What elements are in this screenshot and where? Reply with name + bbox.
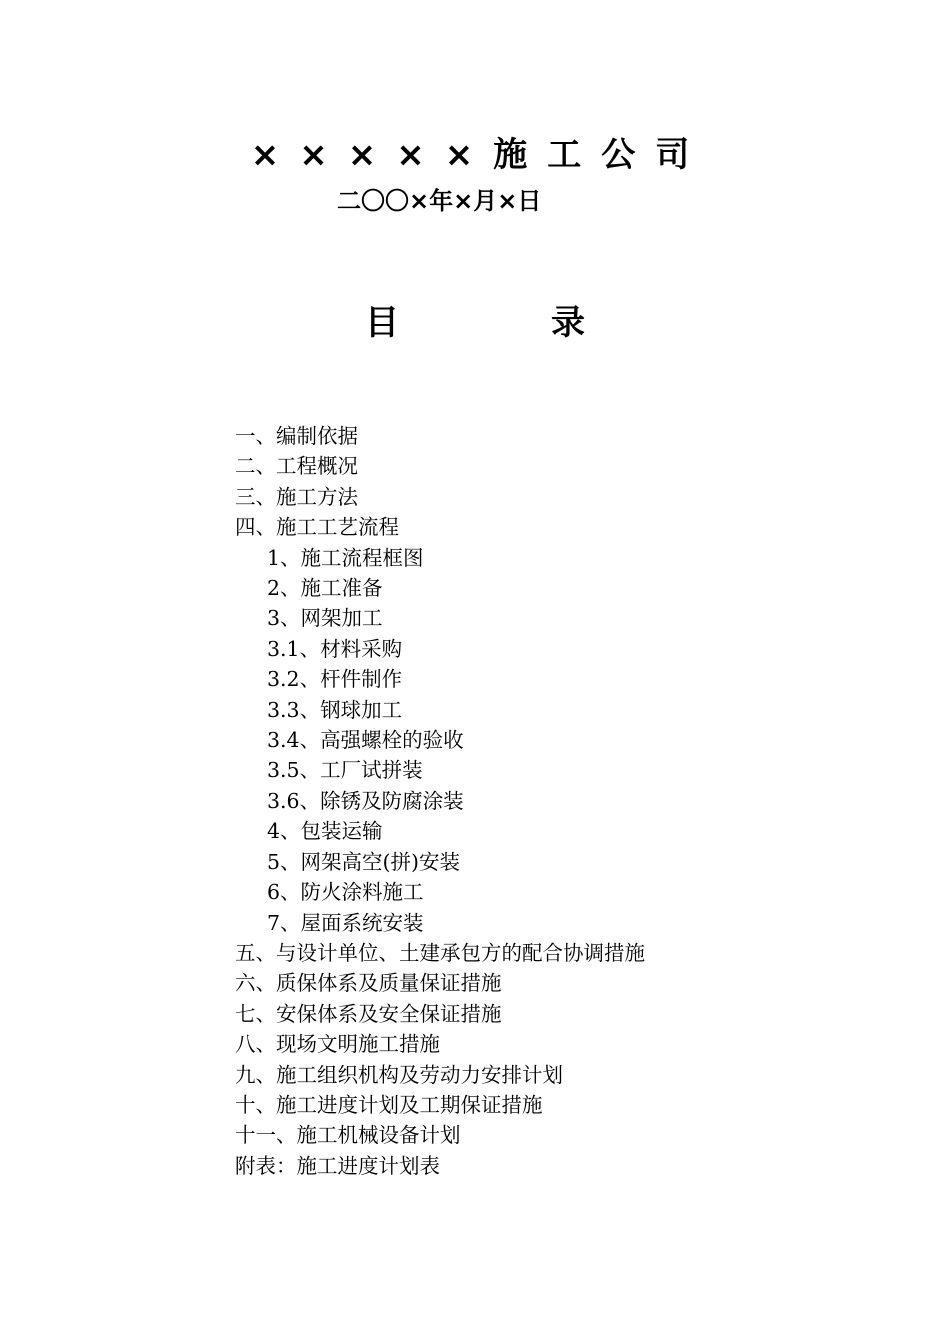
toc-item: 二、工程概况 [235, 454, 358, 479]
toc-title [0, 298, 950, 348]
document-date: 二〇〇×年×月×日 [337, 187, 542, 215]
toc-item: 五、与设计单位、土建承包方的配合协调措施 [235, 940, 645, 965]
table-of-contents [235, 421, 645, 1181]
toc-subitem: 3.1、材料采购 [267, 636, 403, 661]
toc-item: 一、编制依据 [235, 424, 358, 448]
toc-subitem: 3.6、除锈及防腐涂装 [267, 788, 464, 813]
toc-item: 六、质保体系及质量保证措施 [235, 971, 502, 996]
toc-subitem: 6、防火涂料施工 [267, 880, 424, 905]
toc-item: 十、施工进度计划及工期保证措施 [235, 1092, 543, 1117]
toc-subitem: 7、屋面系统安装 [267, 910, 424, 935]
toc-item: 三、施工方法 [235, 484, 358, 509]
toc-item: 四、施工工艺流程 [235, 515, 399, 540]
toc-item: 附表：施工进度计划表 [235, 1153, 440, 1178]
company-name: ×××××施工公司 [250, 135, 710, 175]
toc-subitem: 3.2、杆件制作 [267, 667, 403, 692]
toc-item: 九、施工组织机构及劳动力安排计划 [235, 1062, 563, 1087]
toc-item: 八、现场文明施工措施 [235, 1032, 440, 1057]
toc-subitem: 3.3、钢球加工 [267, 697, 403, 722]
toc-title-right: 录 [551, 303, 585, 343]
toc-subitem: 1、施工流程框图 [267, 545, 424, 570]
toc-item: 七、安保体系及安全保证措施 [235, 1001, 502, 1026]
toc-subitem: 2、施工准备 [267, 576, 383, 601]
toc-subitem: 3.5、工厂试拼装 [267, 758, 423, 783]
toc-subitem: 4、包装运输 [267, 819, 383, 844]
toc-subitem: 5、网架高空(拼)安装 [267, 849, 461, 874]
toc-subitem: 3.4、高强螺栓的验收 [267, 728, 464, 753]
toc-item: 十一、施工机械设备计划 [235, 1123, 461, 1148]
toc-subitem: 3、网架加工 [267, 606, 383, 631]
toc-title-left: 目 [365, 303, 399, 343]
